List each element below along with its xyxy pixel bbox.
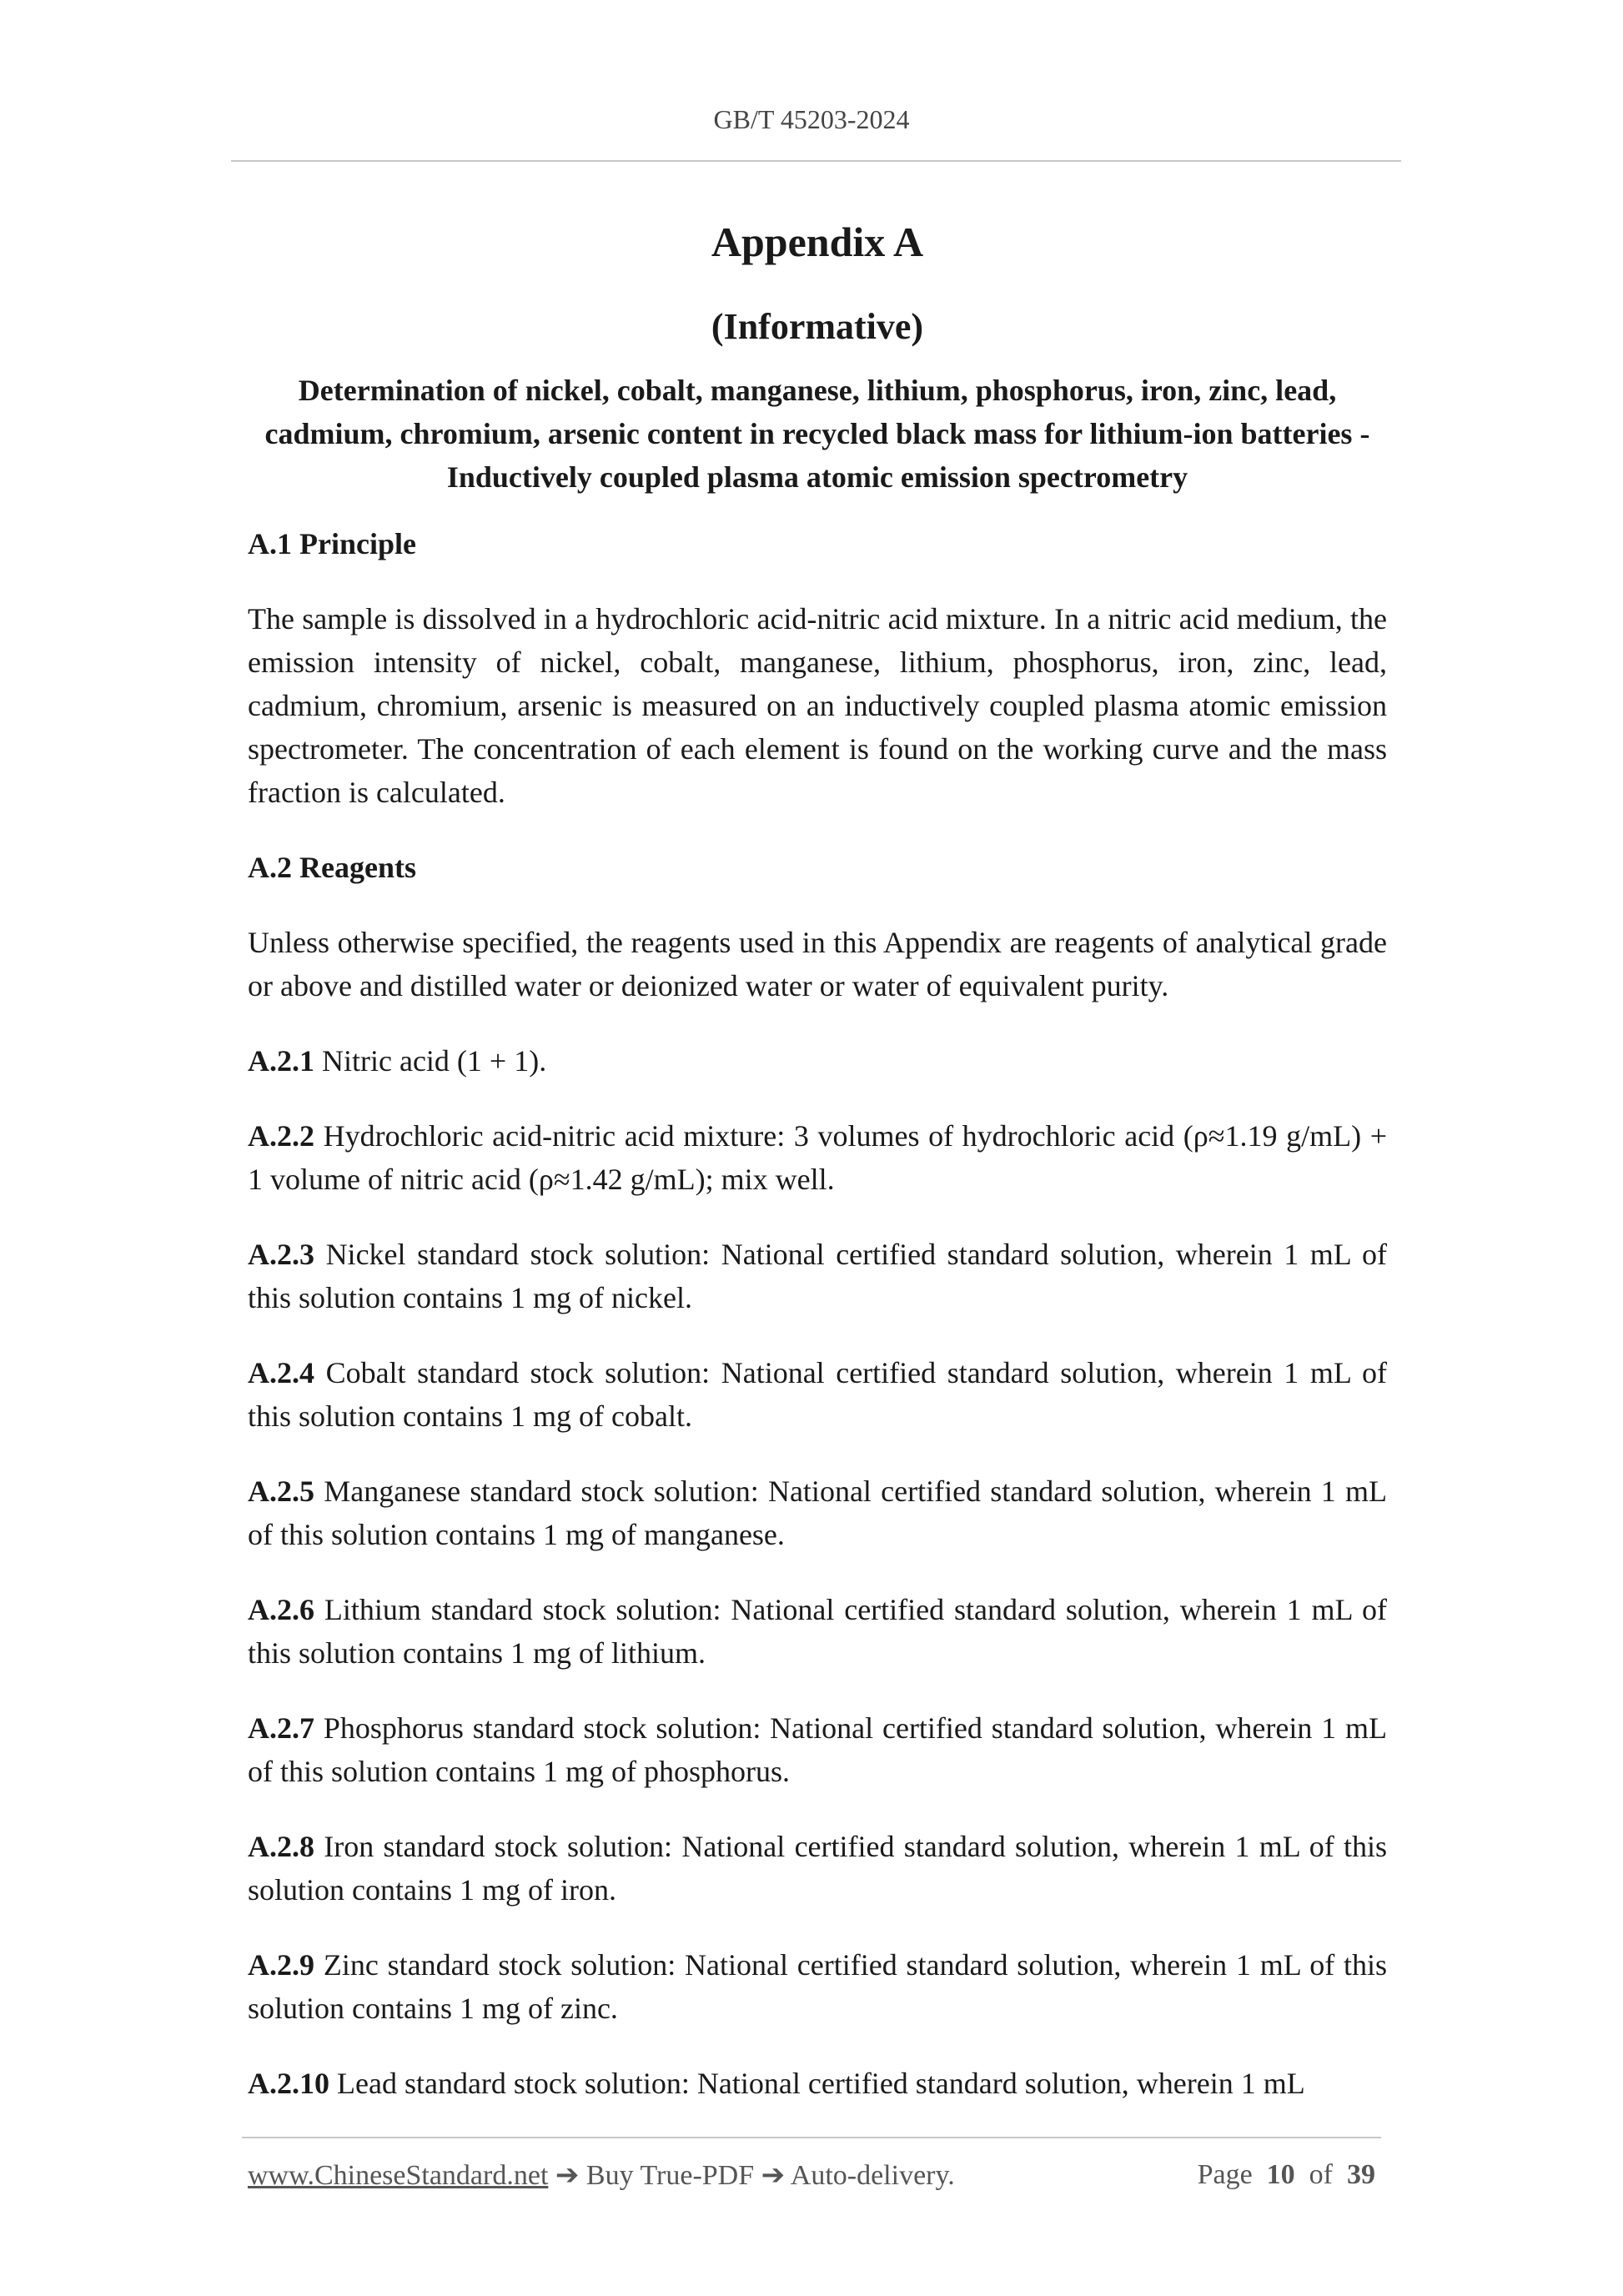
clause-a-2-6 xyxy=(248,1588,1387,1675)
clause-text: Phosphorus standard stock solution: National certified standard solution, wherein 1 mL of this solution contains 1 mg of phosphorus. xyxy=(248,1711,1387,1788)
website-link[interactable]: www.ChineseStandard.net xyxy=(248,2160,549,2191)
clause-text: Lead standard stock solution: National certified standard solution, wherein 1 mL xyxy=(337,2067,1305,2100)
clause-a-2-3 xyxy=(248,1233,1387,1319)
section-heading-reagents: A.2 Reagents xyxy=(248,851,416,884)
clause-text: Cobalt standard stock solution: National certified standard solution, wherein 1 mL of this solution contains 1 mg of cobalt. xyxy=(248,1356,1388,1433)
page-number xyxy=(1198,2159,1375,2191)
principle-paragraph: The sample is dissolved in a hydrochloric acid-nitric acid mixture. In a nitric acid medium, the emission intensity of nickel, cobalt, manganese, lithium, phosphorus, iron, zinc, lead, cadmium, chromium, arsenic is measured on an inductively coupled plasma atomic emission spectrometer. The concentration of each element is found on the working curve and the mass fraction is calculated. xyxy=(248,602,1387,809)
clause-number: A.2.2 xyxy=(248,1119,314,1153)
of-label: of xyxy=(1309,2159,1333,2190)
clause-text: Nitric acid (1 + 1). xyxy=(322,1044,547,1078)
clause-a-2-8 xyxy=(248,1825,1387,1912)
clause-text: Manganese standard stock solution: National certified standard solution, wherein 1 mL of this solution contains 1 mg of manganese. xyxy=(248,1475,1388,1551)
clause-a-2-7 xyxy=(248,1706,1387,1793)
document-code: GB/T 45203-2024 xyxy=(713,104,910,134)
clause-number: A.2.6 xyxy=(248,1593,314,1626)
clause-number: A.2.3 xyxy=(248,1238,314,1271)
clause-number: A.2.7 xyxy=(248,1711,314,1745)
appendix-title: Appendix A xyxy=(711,219,924,265)
arrow-icon: ➔ xyxy=(555,2160,580,2191)
page-current: 10 xyxy=(1266,2159,1295,2190)
clause-number: A.2.10 xyxy=(248,2067,329,2100)
clause-number: A.2.9 xyxy=(248,1948,314,1982)
clause-number: A.2.8 xyxy=(248,1830,314,1863)
reagents-paragraph: Unless otherwise specified, the reagents used in this Appendix are reagents of analytical grade or above and distilled water or deionized water or water of equivalent purity. xyxy=(248,926,1387,1002)
page-content xyxy=(248,208,1387,2137)
clause-number: A.2.1 xyxy=(248,1044,314,1078)
page-total: 39 xyxy=(1347,2159,1375,2190)
appendix-subtitle: (Informative) xyxy=(711,306,924,347)
auto-delivery-text: Auto-delivery. xyxy=(790,2160,955,2191)
clause-a-2-10 xyxy=(248,2062,1387,2105)
clause-number: A.2.5 xyxy=(248,1475,314,1508)
clause-text: Iron standard stock solution: National certified standard solution, wherein 1 mL of this solution contains 1 mg of iron. xyxy=(248,1830,1387,1907)
clause-a-2-1 xyxy=(248,1039,1387,1083)
clause-text: Hydrochloric acid-nitric acid mixture: 3 volumes of hydrochloric acid (ρ≈1.19 g/mL) + 1 volume of nitric acid (ρ≈1.42 g/mL); mix well. xyxy=(248,1119,1388,1196)
clause-a-2-5 xyxy=(248,1470,1387,1556)
clause-text: Zinc standard stock solution: National certified standard solution, wherein 1 mL of this solution contains 1 mg of zinc. xyxy=(248,1948,1388,2025)
footer-left xyxy=(248,2158,955,2192)
page-label: Page xyxy=(1197,2159,1253,2190)
arrow-icon: ➔ xyxy=(761,2160,786,2191)
page-footer xyxy=(248,2158,1375,2192)
header-divider xyxy=(231,160,1401,162)
footer-divider xyxy=(242,2137,1381,2138)
clause-number: A.2.4 xyxy=(248,1356,314,1389)
clause-a-2-9 xyxy=(248,1943,1387,2030)
buy-true-pdf-text: Buy True-PDF xyxy=(585,2160,755,2191)
clause-a-2-2 xyxy=(248,1114,1387,1201)
clause-text: Nickel standard stock solution: National certified standard solution, wherein 1 mL of this solution contains 1 mg of nickel. xyxy=(248,1238,1388,1314)
section-heading-principle: A.1 Principle xyxy=(248,527,416,560)
appendix-description: Determination of nickel, cobalt, manganese, lithium, phosphorus, iron, zinc, lead, cadmium, chromium, arsenic content in recycled black mass for lithium-ion batteries - Inductively coupled plasma atomic emission spectrometry xyxy=(264,374,1370,494)
clause-a-2-4 xyxy=(248,1351,1387,1438)
page-header xyxy=(0,104,1623,135)
clause-text: Lithium standard stock solution: National certified standard solution, wherein 1 mL of this solution contains 1 mg of lithium. xyxy=(248,1593,1388,1670)
